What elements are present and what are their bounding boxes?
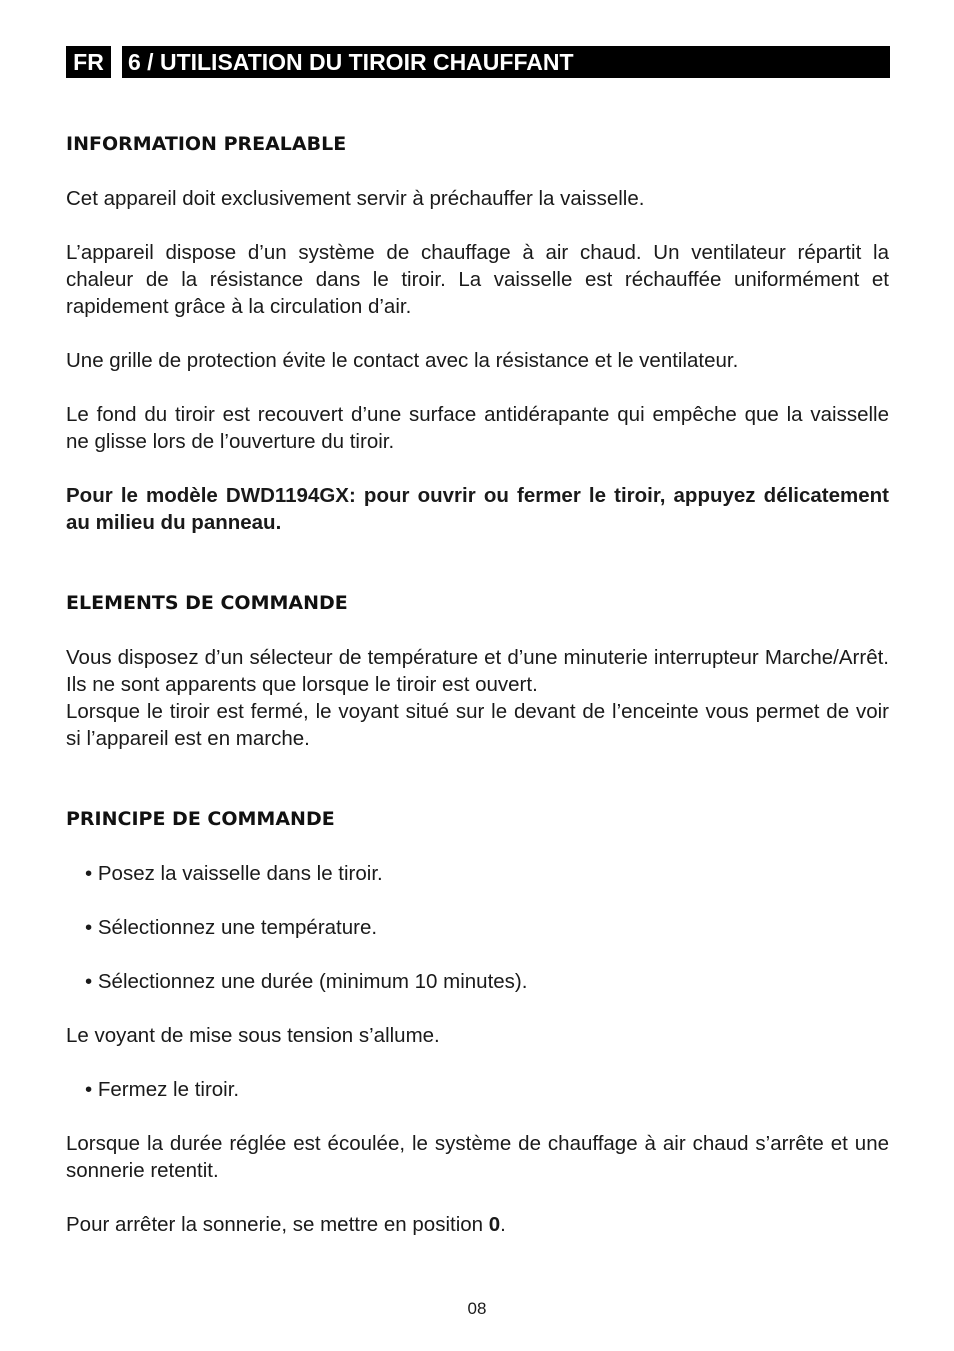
paragraph: Une grille de protection évite le contact avec la résistance et le ventilateur. <box>66 349 739 372</box>
heading-principe-de-commande: PRINCIPE DE COMMANDE <box>66 808 335 830</box>
page-header <box>66 46 890 78</box>
list-item: • Sélectionnez une durée (minimum 10 minutes). <box>85 970 528 993</box>
paragraph: Cet appareil doit exclusivement servir à préchauffer la vaisselle. <box>66 187 645 210</box>
paragraph: Le voyant de mise sous tension s’allume. <box>66 1024 440 1047</box>
language-badge: FR <box>66 46 111 78</box>
page-number: 08 <box>467 1299 487 1318</box>
list-item: • Posez la vaisselle dans le tiroir. <box>85 862 383 885</box>
paragraph-stop-ringer <box>66 1211 889 1238</box>
paragraph: Le fond du tiroir est recouvert d’une surface antidérapante qui empêche que la vaisselle ne glisse lors de l’ouverture du tiroir. <box>66 403 889 453</box>
text-segment: . <box>500 1213 506 1236</box>
heading-elements-de-commande: ELEMENTS DE COMMANDE <box>66 592 348 614</box>
paragraph: Lorsque la durée réglée est écoulée, le système de chauffage à air chaud s’arrête et une sonnerie retentit. <box>66 1132 889 1182</box>
page-content <box>66 131 889 1238</box>
section-title-bar: 6 / UTILISATION DU TIROIR CHAUFFANT <box>122 46 890 78</box>
heading-information-prealable: INFORMATION PREALABLE <box>66 133 347 155</box>
paragraph: Vous disposez d’un sélecteur de température et d’une minuterie interrupteur Marche/Arrêt. Ils ne sont apparents que lorsque le tiroir est ouvert. <box>66 646 889 696</box>
text-segment: Pour arrêter la sonnerie, se mettre en position <box>66 1213 489 1236</box>
list-item: • Sélectionnez une température. <box>85 916 378 939</box>
paragraph: L’appareil dispose d’un système de chauffage à air chaud. Un ventilateur répartit la chaleur de la résistance dans le tiroir. La vaisselle est réchauffée uniformément et rapidement grâce à la circulation d’air. <box>66 241 889 318</box>
list-item: • Fermez le tiroir. <box>85 1078 240 1101</box>
paragraph: Lorsque le tiroir est fermé, le voyant situé sur le devant de l’enceinte vous permet de voir si l’appareil est en marche. <box>66 700 889 750</box>
position-zero: 0 <box>488 1213 501 1236</box>
model-note: Pour le modèle DWD1194GX: pour ouvrir ou fermer le tiroir, appuyez délicatement au milieu du panneau. <box>66 484 889 534</box>
